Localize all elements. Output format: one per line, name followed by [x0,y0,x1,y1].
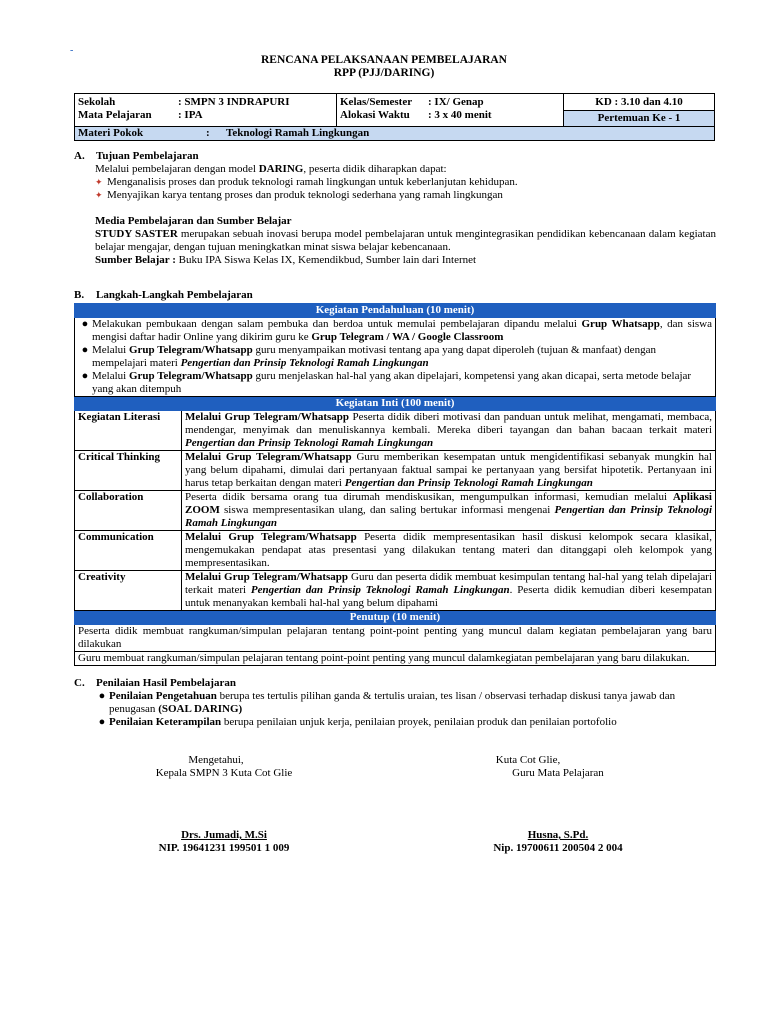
media-text: STUDY SASTER merupakan sebuah inovasi berupa model pembelajaran untuk mengintegrasikan pendidikan kebencanaan dalam kegiatan belajar mengajar, dengan tujuan meningkatkan minat siswa belajar kebencanaan. [95,228,716,253]
arrow-bullet-icon: ✦ [95,190,103,200]
closing-text-1: Peserta didik membuat rangkuman/simpulan pelajaran tentang point-point penting yang muncul dalam kegiatan pembelajaran yang baru dilakukan [75,625,716,652]
teacher-name: Husna, S.Pd. [527,829,589,841]
closing-text-2: Guru membuat rangkuman/simpulan pelajaran tentang point-point penting yang muncul dalamkegiatan pembelajaran yang baru dilakukan. [75,652,716,666]
core-band: Kegiatan Inti (100 menit) [75,397,716,411]
time-value: : 3 x 40 menit [428,109,492,121]
kd-value: KD : 3.10 dan 4.10 [564,94,714,111]
core-label: Kegiatan Literasi [75,411,182,451]
core-row [75,451,716,491]
section-a-intro: Melalui pembelajaran dengan model DARING, peserta didik diharapkan dapat: [95,163,447,175]
intro-band: Kegiatan Pendahuluan (10 menit) [75,304,716,318]
objective-item: ✦ Menganalisis proses dan produk teknologi ramah lingkungan untuk keberlanjutan kehidupan. [95,176,518,188]
teacher-place: Kuta Cot Glie, [495,754,561,766]
header-mark: - [70,45,74,56]
subject-label: Mata Pelajaran [78,109,152,121]
core-text: Melalui Grup Telegram/Whatsapp Peserta didik diberi motivasi dan panduan untuk melihat, mengamati, membaca, mendengar, menyimak dan menuliskannya kembali. Mereka diberi tayangan dan bahan bacaan terkait materi Pengertian dan Prinsip Teknologi Ramah Lingkungan [182,411,716,451]
core-label: Communication [75,531,182,571]
school-cell [75,94,337,127]
core-text: Peserta didik bersama orang tua dirumah mendiskusikan, mengumpulkan informasi, kemudian melalui Aplikasi ZOOM siswa mempresentasikan ulang, dan saling bertukar informasi mengenai Pengertian dan Prinsip Teknologi Ramah Lingkungan [182,491,716,531]
steps-table [74,303,716,666]
core-row [75,411,716,451]
section-b-heading: B. Langkah-Langkah Pembelajaran [74,289,253,301]
objective-item: ✦ Menyajikan karya tentang proses dan produk teknologi sederhana yang ramah lingkungan [95,189,503,201]
core-text: Melalui Grup Telegram/Whatsapp Guru dan peserta didik membuat kesimpulan tentang hal-hal yang telah dipelajari terkait materi Pengertian dan Prinsip Teknologi Ramah Lingkungan. Peserta didik kemudian diberi kesempatan untuk menanyakan kembali hal-hal yang belum dipahami [182,571,716,611]
dot-bullet-icon: ● [98,716,106,728]
core-label: Collaboration [75,491,182,531]
assessment-item: ● Penilaian Pengetahuan berupa tes tertulis pilihan ganda & tertulis uraian, tes lisan / observasi terhadap diskusi tanya jawab dan penugasan (SOAL DARING) [95,690,716,716]
dot-bullet-icon: ● [98,690,106,702]
teacher-nip: Nip. 19700611 200504 2 004 [493,842,623,854]
class-cell [337,94,564,127]
section-c [74,677,716,729]
approver-nip: NIP. 19641231 199501 1 009 [158,842,290,854]
school-value: : SMPN 3 INDRAPURI [178,96,290,108]
dot-bullet-icon: ● [81,370,89,382]
intro-item: ● Melakukan pembukaan dengan salam pembuka dan berdoa untuk memulai pembelajaran dipandu melalui Grup Whatsapp, dan siswa mengisi daftar hadir Online yang dikirim guru ke Grup Telegram / WA / Google Classroom [78,318,712,344]
intro-item: ● Melalui Grup Telegram/Whatsapp guru menjelaskan hal-hal yang akan dipelajari, kompetensi yang akan dicapai, serta metode belajar yang akan ditempuh [78,370,712,396]
approver-title: Kepala SMPN 3 Kuta Cot Glie [155,767,293,779]
core-label: Creativity [75,571,182,611]
class-label: Kelas/Semester [340,96,413,108]
dot-bullet-icon: ● [81,344,89,356]
section-a [74,150,716,267]
subject-value: : IPA [178,109,203,121]
source-text: Sumber Belajar : Buku IPA Siswa Kelas IX, Kemendikbud, Sumber lain dari Internet [95,254,477,266]
core-row [75,571,716,611]
kd-cell [564,94,715,127]
arrow-bullet-icon: ✦ [95,177,103,187]
core-label: Critical Thinking [75,451,182,491]
media-heading: Media Pembelajaran dan Sumber Belajar [95,215,292,227]
topic-label: Materi Pokok [78,127,144,139]
section-b [74,289,716,666]
assessment-item: ● Penilaian Keterampilan berupa penilaian unjuk kerja, penilaian proyek, penilaian produk dan penilaian portofolio [95,716,716,729]
doc-title: RENCANA PELAKSANAAN PEMBELAJARAN [261,54,507,66]
approver-greeting: Mengetahui, [188,754,244,766]
core-text: Melalui Grup Telegram/Whatsapp Guru memberikan kesempatan untuk mengidentifikasi sebanyak mungkin hal yang belum dipahami, dimulai dari pertanyaan faktual sampai ke pertanyaan yang bersifat hipotetik. Pertanyaan ini harus tetap berkaitan dengan materi Pengertian dan Prinsip Teknologi Ramah Lingkungan [182,451,716,491]
class-value: : IX/ Genap [428,96,484,108]
core-row [75,531,716,571]
topic-cell: Materi Pokok : Teknologi Ramah Lingkungan [75,127,715,141]
approver-name: Drs. Jumadi, M.Si [181,829,267,841]
time-label: Alokasi Waktu [340,109,410,121]
meeting-value: Pertemuan Ke - 1 [564,111,714,126]
topic-value: Teknologi Ramah Lingkungan [226,127,370,139]
section-a-heading: A. Tujuan Pembelajaran [74,150,199,162]
teacher-title: Guru Mata Pelajaran [512,767,604,779]
section-c-heading: C. Penilaian Hasil Pembelajaran [74,677,236,689]
header-table [74,93,715,141]
closing-band: Penutup (10 menit) [75,611,716,625]
doc-subtitle: RPP (PJJ/DARING) [333,67,435,79]
core-row [75,491,716,531]
core-text: Melalui Grup Telegram/Whatsapp Peserta didik mempresentasikan hasil diskusi kelompok secara klasikal, mengemukakan pendapat atas presentasi yang dilakukan tentang materi dan ditanggapi oleh kelompok yang mempresentasikan. [182,531,716,571]
school-label: Sekolah [78,96,116,108]
intro-item: ● Melalui Grup Telegram/Whatsapp guru menyampaikan motivasi tentang apa yang dapat diperoleh (tujuan & manfaat) dengan mempelajari materi Pengertian dan Prinsip Teknologi Ramah Lingkungan [78,344,712,370]
intro-activities [75,318,716,397]
dot-bullet-icon: ● [81,318,89,330]
